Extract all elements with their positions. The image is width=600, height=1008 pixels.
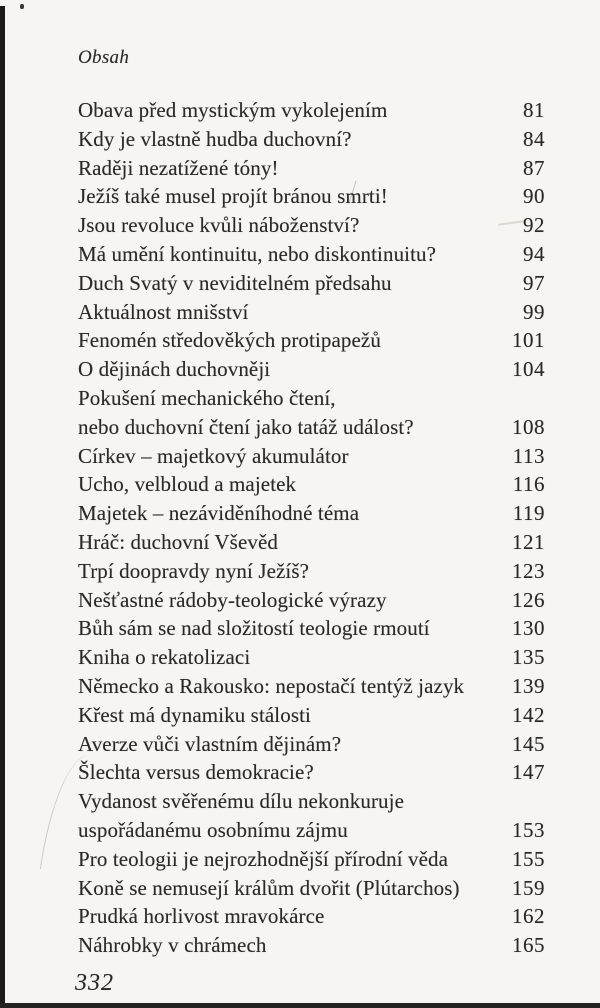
toc-entry-title: Německo a Rakousko: nepostačí tentýž jazyk [78, 673, 465, 698]
toc-list [78, 96, 545, 960]
toc-entry-page: 126 [512, 587, 545, 612]
toc-entry [78, 442, 545, 471]
toc-entry [78, 182, 545, 211]
toc-entry-title: Fenomén středověkých protipapežů [78, 328, 381, 353]
toc-entry-page: 87 [523, 155, 545, 180]
toc-entry [78, 672, 545, 701]
toc-entry-title: Ježíš také musel projít bránou smrti! [78, 184, 388, 209]
toc-entry [78, 902, 545, 931]
toc-entry-page: 104 [512, 357, 545, 382]
toc-entry-page: 94 [523, 241, 545, 266]
toc-entry-page: 81 [523, 98, 545, 122]
toc-entry [78, 269, 545, 298]
toc-entry-page: 119 [512, 501, 545, 526]
toc-entry-title: Majetek – nezáviděníhodné téma [78, 501, 360, 526]
toc-entry-title: Koně se nemusejí králům dvořit (Plútarchos) [78, 875, 460, 900]
toc-entry-page: 116 [512, 472, 545, 497]
toc-entry-page: 147 [512, 760, 545, 785]
toc-entry-title: Obava před mystickým vykolejením [78, 98, 388, 122]
page-number: 332 [75, 969, 114, 996]
toc-entry [78, 384, 545, 442]
toc-entry-title: Kniha o rekatolizaci [78, 645, 251, 670]
toc-entry-title: Averze vůči vlastním dějinám? [78, 731, 342, 756]
toc-entry-page: 153 [512, 817, 545, 842]
toc-entry-page: 165 [512, 933, 545, 958]
toc-entry [78, 528, 545, 557]
toc-entry-page: 84 [523, 126, 545, 151]
toc-entry-page: 130 [512, 616, 545, 641]
toc-entry-title: Pro teologii je nejrozhodnější přírodní věda [78, 846, 449, 871]
toc-entry [78, 96, 545, 125]
toc-entry [78, 355, 545, 384]
toc-entry-title: Hráč: duchovní Vševěd [78, 529, 278, 554]
toc-entry-title: Jsou revoluce kvůli náboženství? [78, 213, 360, 238]
toc-entry-page: 113 [512, 443, 545, 468]
toc-entry [78, 874, 545, 903]
toc-entry-page: 162 [512, 904, 545, 929]
toc-entry [78, 499, 545, 528]
scan-edge-bottom [0, 1003, 600, 1008]
toc-entry-title: Nešťastné rádoby-teologické výrazy [78, 587, 387, 612]
toc-entry [78, 326, 545, 355]
toc-entry-title: Prudká horlivost mravokárce [78, 904, 325, 929]
toc-entry [78, 211, 545, 240]
toc-entry [78, 758, 545, 787]
toc-entry-title: Aktuálnost mnišství [78, 299, 249, 324]
toc-entry-page: 135 [512, 645, 545, 670]
scan-edge-left [0, 6, 5, 1008]
toc-entry [78, 931, 545, 960]
toc-entry-page: 155 [512, 846, 545, 871]
toc-entry-title: Církev – majetkový akumulátor [78, 443, 349, 468]
toc-entry-title: Kdy je vlastně hudba duchovní? [78, 126, 352, 151]
toc-entry [78, 154, 545, 183]
toc-entry-title: Bůh sám se nad složitostí teologie rmoutí [78, 616, 430, 641]
toc-entry-page: 145 [512, 731, 545, 756]
toc-entry [78, 845, 545, 874]
toc-entry-page: 142 [512, 702, 545, 727]
toc-entry-page: 92 [523, 213, 545, 238]
toc-entry-page: 99 [523, 299, 545, 324]
toc-entry [78, 470, 545, 499]
toc-entry [78, 787, 545, 845]
section-header: Obsah [78, 47, 130, 68]
toc-entry-page: 108 [512, 414, 545, 439]
toc-entry-title: Ucho, velbloud a majetek [78, 472, 297, 497]
toc-entry-title: O dějinách duchovněji [78, 357, 271, 382]
toc-entry-page: 139 [512, 673, 545, 698]
toc-entry-title: Trpí doopravdy nyní Ježíš? [78, 558, 310, 583]
toc-entry [78, 240, 545, 269]
toc-entry-title: Raději nezatížené tóny! [78, 155, 279, 180]
toc-entry-page: 121 [512, 529, 545, 554]
toc-entry-page: 90 [523, 184, 545, 209]
toc-entry [78, 298, 545, 327]
toc-entry [78, 701, 545, 730]
toc-entry-title: Šlechta versus demokracie? [78, 760, 314, 785]
toc-entry-page: 123 [512, 558, 545, 583]
toc-entry [78, 586, 545, 615]
toc-entry-title: Vydanost svěřenému dílu nekonkuruje uspořádanému osobnímu zájmu [78, 789, 405, 842]
toc-entry-title: Duch Svatý v neviditelném předsahu [78, 270, 392, 295]
toc-entry-title: Náhrobky v chrámech [78, 933, 267, 958]
toc-entry [78, 614, 545, 643]
toc-entry-title: Křest má dynamiku stálosti [78, 702, 311, 727]
toc-entry-page: 101 [512, 328, 545, 353]
toc-entry [78, 557, 545, 586]
toc-entry-title: Pokušení mechanického čtení, nebo duchovní čtení jako tatáž událost? [78, 385, 414, 439]
toc-entry [78, 125, 545, 154]
toc-entry [78, 730, 545, 759]
toc-entry-page: 159 [512, 875, 545, 900]
toc-entry-page: 97 [523, 270, 545, 295]
toc-entry-title: Má umění kontinuitu, nebo diskontinuitu? [78, 241, 437, 266]
toc-entry [78, 643, 545, 672]
